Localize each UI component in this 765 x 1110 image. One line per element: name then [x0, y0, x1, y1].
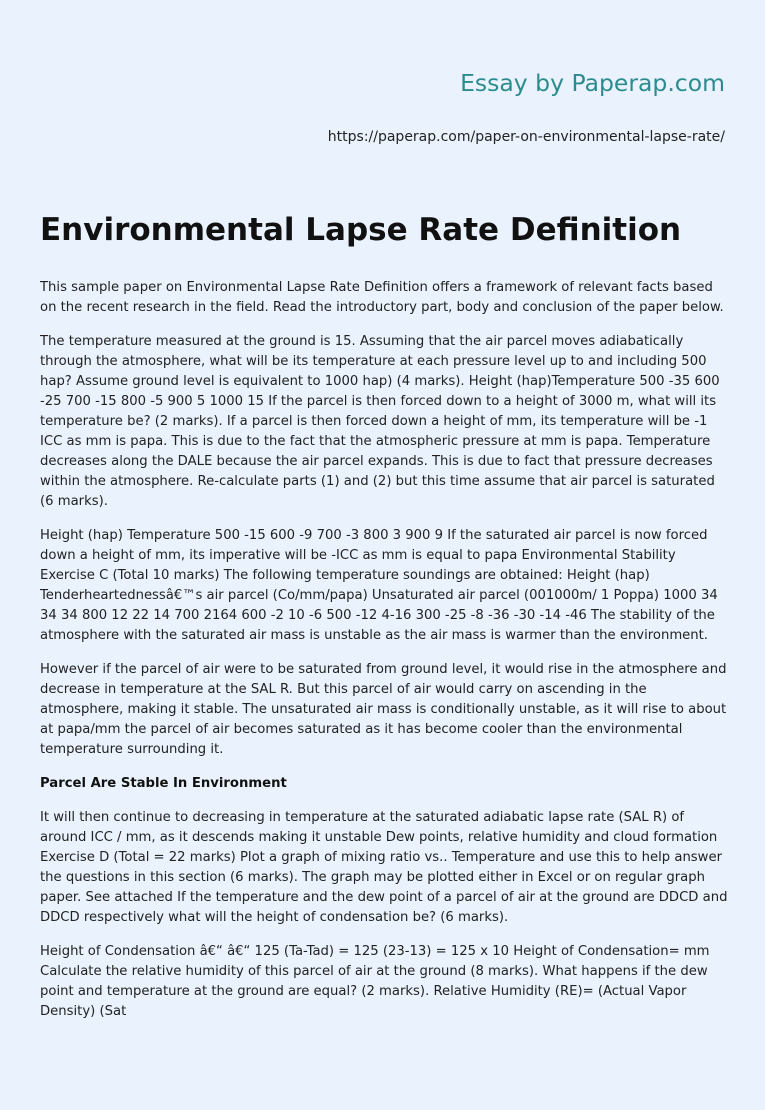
article-paragraph: Height of Condensation â€“ â€“ 125 (Ta-Tad) = 125 (23-13) = 125 x 10 Height of Condensation= mm Calculate the relative humidity of this parcel of air at the ground (8 marks). What happens if the dew point and temperature at the ground are equal? (2 marks). Relative Humidity (RE)= (Actual Vapor Density) (Sat [40, 944, 710, 1019]
site-brand-link[interactable]: Essay by Paperap.com [460, 69, 725, 97]
article-paragraph: It will then continue to decreasing in temperature at the saturated adiabatic lapse rate (SAL R) of around ICC / mm, as it descends making it unstable Dew points, relative humidity and cloud formation Exercise D (Total = 22 marks) Plot a graph of mixing ratio vs.. Temperature and use this to help answer the questions in this section (6 marks). The graph may be plotted either in Excel or on regular graph paper. See attached If the temperature and the dew point of a parcel of air at the ground are DDCD and DDCD respectively what will the height of condensation be? (6 marks). [40, 810, 728, 925]
article-body [40, 278, 730, 1036]
page-title: Environmental Lapse Rate Definition [40, 212, 682, 248]
article-paragraph: Height (hap) Temperature 500 -15 600 -9 700 -3 800 3 900 9 If the saturated air parcel is now forced down a height of mm, its imperative will be -ICC as mm is equal to papa Environmental Stability Exercise C (Total 10 marks) The following temperature soundings are obtained: Height (hap) Tenderheartednessâ€™s air parcel (Co/mm/papa) Unsaturated air parcel (001000m/ 1 Poppa) 1000 34 34 34 800 12 22 14 700 2164 600 -2 10 -6 500 -12 4-16 300 -25 -8 -36 -30 -14 -46 The stability of the atmosphere with the saturated air mass is unstable as the air mass is warmer than the environment. [40, 528, 718, 643]
article-paragraph: This sample paper on Environmental Lapse Rate Definition offers a framework of relevant facts based on the recent research in the field. Read the introductory part, body and conclusion of the paper below. [40, 280, 724, 315]
source-url-link[interactable]: https://paperap.com/paper-on-environmental-lapse-rate/ [327, 129, 725, 145]
section-subheading: Parcel Are Stable In Environment [40, 776, 287, 791]
article-paragraph: The temperature measured at the ground is 15. Assuming that the air parcel moves adiabatically through the atmosphere, what will be its temperature at each pressure level up to and including 500 hap? Assume ground level is equivalent to 1000 hap) (4 marks). Height (hap)Temperature 500 -35 600 -25 700 -15 800 -5 900 5 1000 15 If the parcel is then forced down to a height of 3000 m, what will its temperature be? (2 marks). If a parcel is then forced down a height of mm, its temperature will be -1 ICC as mm is papa. This is due to the fact that the atmospheric pressure at mm is papa. Temperature decreases along the DALE because the air parcel expands. This is due to fact that pressure decreases within the atmosphere. Re-calculate parts (1) and (2) but this time assume that air parcel is saturated (6 marks). [40, 334, 720, 509]
article-paragraph: However if the parcel of air were to be saturated from ground level, it would rise in the atmosphere and decrease in temperature at the SAL R. But this parcel of air would carry on ascending in the atmosphere, making it stable. The unsaturated air mass is conditionally unstable, as it will rise to about at papa/mm the parcel of air becomes saturated as it has become cooler than the environmental temperature surrounding it. [40, 662, 727, 757]
